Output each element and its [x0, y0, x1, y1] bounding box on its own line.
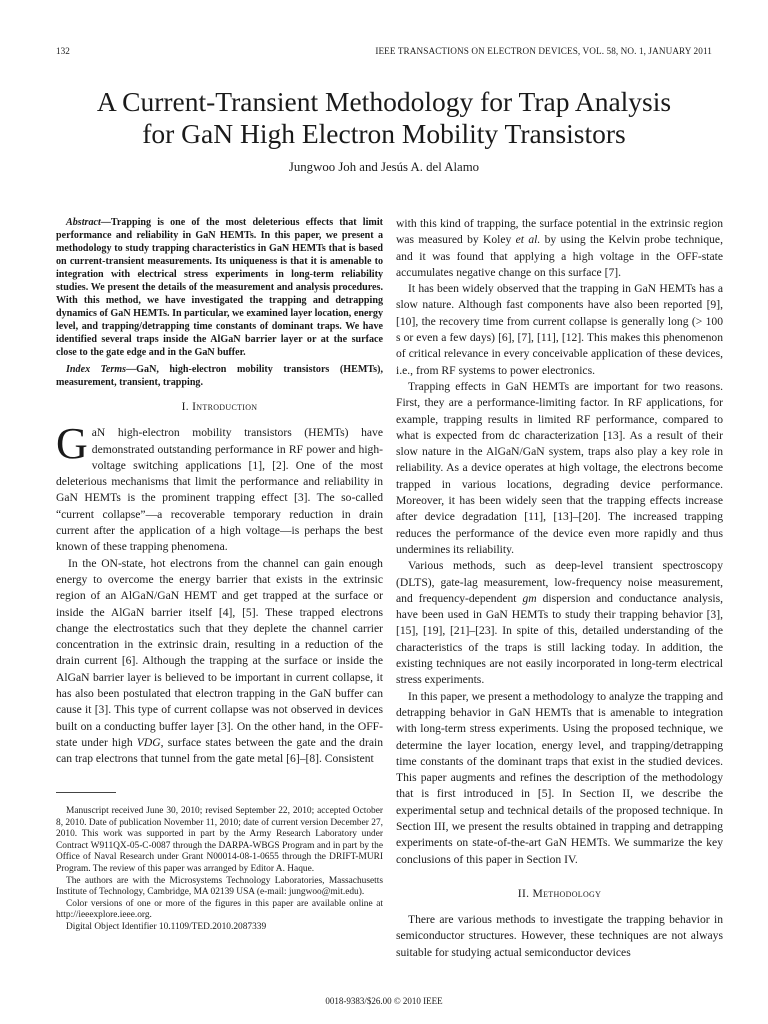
methodology-body: [396, 912, 723, 961]
math-symbol: VDG: [136, 735, 161, 749]
intro-paragraph-1-text: aN high-electron mobility transistors (HEMTs) have demonstrated outstanding performance in RF power and high-voltage switching applications [1], [2]. One of the most deleterious mechanisms that limit the performance and reliability in GaN HEMTs is the prominent trapping effect [3]. The so-called “current collapse”—a recoverable temporary reduction in drain current after the application of a high voltage—is perhaps the best known of these trapping phenomena.: [56, 426, 383, 554]
right-paragraph-1: [396, 216, 723, 281]
text-run-smallcaps: OFF: [357, 719, 380, 733]
right-paragraph-4: [396, 558, 723, 688]
section-heading-introduction: I. Introduction: [181, 400, 258, 413]
text-run: dispersion and conductance analysis, have been used in GaN HEMTs to study their trapping behavior [3], [15], [19], [21]–[23]. In spite of this, detailed understanding of the characteristics of the traps is still lacking today. In addition, the existing techniques are not easily incorporated in long-term electrical stress experiments.: [396, 591, 724, 687]
title-line-1: A Current-Transient Methodology for Trap Analysis: [96, 86, 672, 117]
text-run: In the: [68, 556, 102, 570]
paper-title: [30, 86, 738, 150]
intro-paragraph-1: [56, 419, 383, 555]
abstract-text: —Trapping is one of the most deleterious effects that limit performance and reliability in GaN HEMTs. In this paper, we present a methodology to study trapping characteristics in GaN HEMTs that is based on current-transient measurements. Its uniqueness is that it is amenable to integration with electrical stress experiments in long-term reliability studies. We present the details of the measurement and analysis procedures. With this method, we have investigated the trapping and detrapping dynamics of GaN HEMTs. In particular, we examined layer location, energy level, and trapping/detrapping time constants of dominant traps. We have identified several traps inside the AlGaN barrier layer or at the surface close to the gate edge and in the GaN buffer.: [56, 217, 383, 358]
footnote-doi: Digital Object Identifier 10.1109/TED.2010.2087339: [66, 921, 267, 932]
introduction-body: [56, 419, 383, 767]
footnote-rule: [56, 792, 116, 793]
running-header: [56, 46, 712, 60]
text-run: Various methods, such as deep-level transient spectroscopy (DLTS), gate-lag measurement, low-frequency noise measurement, and frequency-dependent: [396, 559, 723, 605]
footnote-manuscript: Manuscript received June 30, 2010; revised September 22, 2010; accepted October 8, 2010. Date of publication November 11, 2010; date of current version December 27, 2010. This work was supported in part by the Army Research Laboratory under Contract W911QX-05-C-0087 through the DARPA-WBGS Program and in part by the Office of Naval Research under Grant N00014-08-1-0655 through the DRIFT-MURI Program. The review of this paper was arranged by Editor A. Haque.: [56, 806, 383, 874]
text-run: by using the Kelvin probe technique, and it was found that applying a high voltage in the: [396, 233, 723, 263]
text-run: -state under high: [56, 719, 383, 749]
text-run: with this kind of trapping, the surface potential in the extrinsic region was measured by Koley: [396, 217, 723, 247]
text-run: , surface states between the gate and the drain can trap electrons that tunnel from the gate metal [6]–[8]. Consistent: [56, 735, 383, 766]
footnote-affiliation: The authors are with the Microsystems Technology Laboratories, Massachusetts Institute of Technology, Cambridge, MA 02139 USA (e-mail: jungwoo@mit.edu).: [56, 875, 383, 898]
right-body: [396, 216, 723, 868]
left-column: [56, 216, 383, 768]
text-run: -state accumulates negative change on this surface [7].: [396, 249, 723, 279]
title-line-2: for GaN High Electron Mobility Transistors: [142, 118, 626, 149]
footnotes: [56, 806, 383, 934]
index-terms-text: —GaN, high-electron mobility transistors (HEMTs), measurement, transient, trapping.: [56, 364, 383, 388]
abstract: [56, 216, 383, 359]
right-column: [396, 216, 723, 961]
copyright-footer: 0018-9383/$26.00 © 2010 IEEE: [325, 996, 443, 1006]
authors: Jungwoo Joh and Jesús A. del Alamo: [288, 160, 480, 174]
right-paragraph-3: Trapping effects in GaN HEMTs are important for two reasons. First, they are a performance-limiting factor. In RF applications, for example, trapping results in limited RF performance, compared to what is expected from dc characterization [13]. As a result of their slow nature in the AlGaN/GaN system, traps also play a key role in reliability. As a device operates at high voltage, the electrons become trapped in various locations, degrading device performance. Moreover, it has been widely seen that the trapping effects increase after device degradation [11], [13]–[20]. The increased trapping reduces the performance of the device even more rapidly and thus undermines its reliability.: [396, 379, 723, 556]
index-terms-lead: Index Terms: [66, 364, 127, 375]
intro-paragraph-2: [56, 556, 383, 768]
journal-name: IEEE TRANSACTIONS ON ELECTRON DEVICES, VOL. 58, NO. 1, JANUARY 2011: [375, 46, 712, 56]
text-run-italic: et al.: [515, 233, 541, 247]
text-run-smallcaps: ON: [101, 556, 118, 570]
footnote-color: Color versions of one or more of the figures in this paper are available online at http://ieeexplore.ieee.org.: [56, 898, 383, 921]
page-number: 132: [56, 46, 70, 56]
right-paragraph-5: In this paper, we present a methodology to analyze the trapping and detrapping behavior in GaN HEMTs that is amenable to integration with long-term stress experiments. Using the proposed technique, we determine the layer location, energy level, and trapping/detrapping time constants of the dominant traps that exist in the studied devices. This paper augments and refines the description of the methodology that is first introduced in [5]. In Section II, we describe the experimental setup and technical details of the proposed technique. In Section III, we present the results obtained in trapping and detrapping experiments on state-of-the-art GaN HEMTs. We summarize the key conclusions of this paper in Section IV.: [396, 689, 723, 866]
abstract-lead: Abstract: [66, 217, 101, 228]
math-symbol: gm: [522, 591, 537, 605]
text-run: -state, hot electrons from the channel can gain enough energy to overcome the energy barrier that exists in the extrinsic region of an AlGaN/GaN HEMT and get trapped at the surface or inside the AlGaN barrier itself [4], [5]. These trapped electrons change the electrostatics such that they deplete the channel carrier concentration in the extrinsic drain, resulting in a reduction of the drain current [6]. Although the trapping at the surface or inside the AlGaN barrier layer is believed to be important in current collapse, it has also been postulated that electron trapping in the GaN buffer can cause it [3]. This type of current collapse was not observed in devices built on a conducting buffer layer [3]. On the other hand, in the: [56, 556, 383, 733]
text-run-smallcaps: OFF: [676, 249, 698, 263]
index-terms: [56, 363, 383, 389]
methodology-paragraph-1: There are various methods to investigate the trapping behavior in semiconductor structures. However, these techniques are not always suitable for studying actual semiconductor devices: [396, 913, 723, 959]
right-paragraph-2: It has been widely observed that the trapping in GaN HEMTs has a slow nature. Although fast components have also been reported [9], [10], the recovery time from current collapse is generally long (> 100 s or even a few days) [6], [7], [11], [12]. This makes this phenomenon of critical relevance in every conceivable application of these devices, i.e., from RF systems to power electronics.: [396, 282, 723, 377]
section-heading-methodology: II. Methodology: [517, 886, 602, 900]
drop-cap: G: [56, 419, 88, 469]
